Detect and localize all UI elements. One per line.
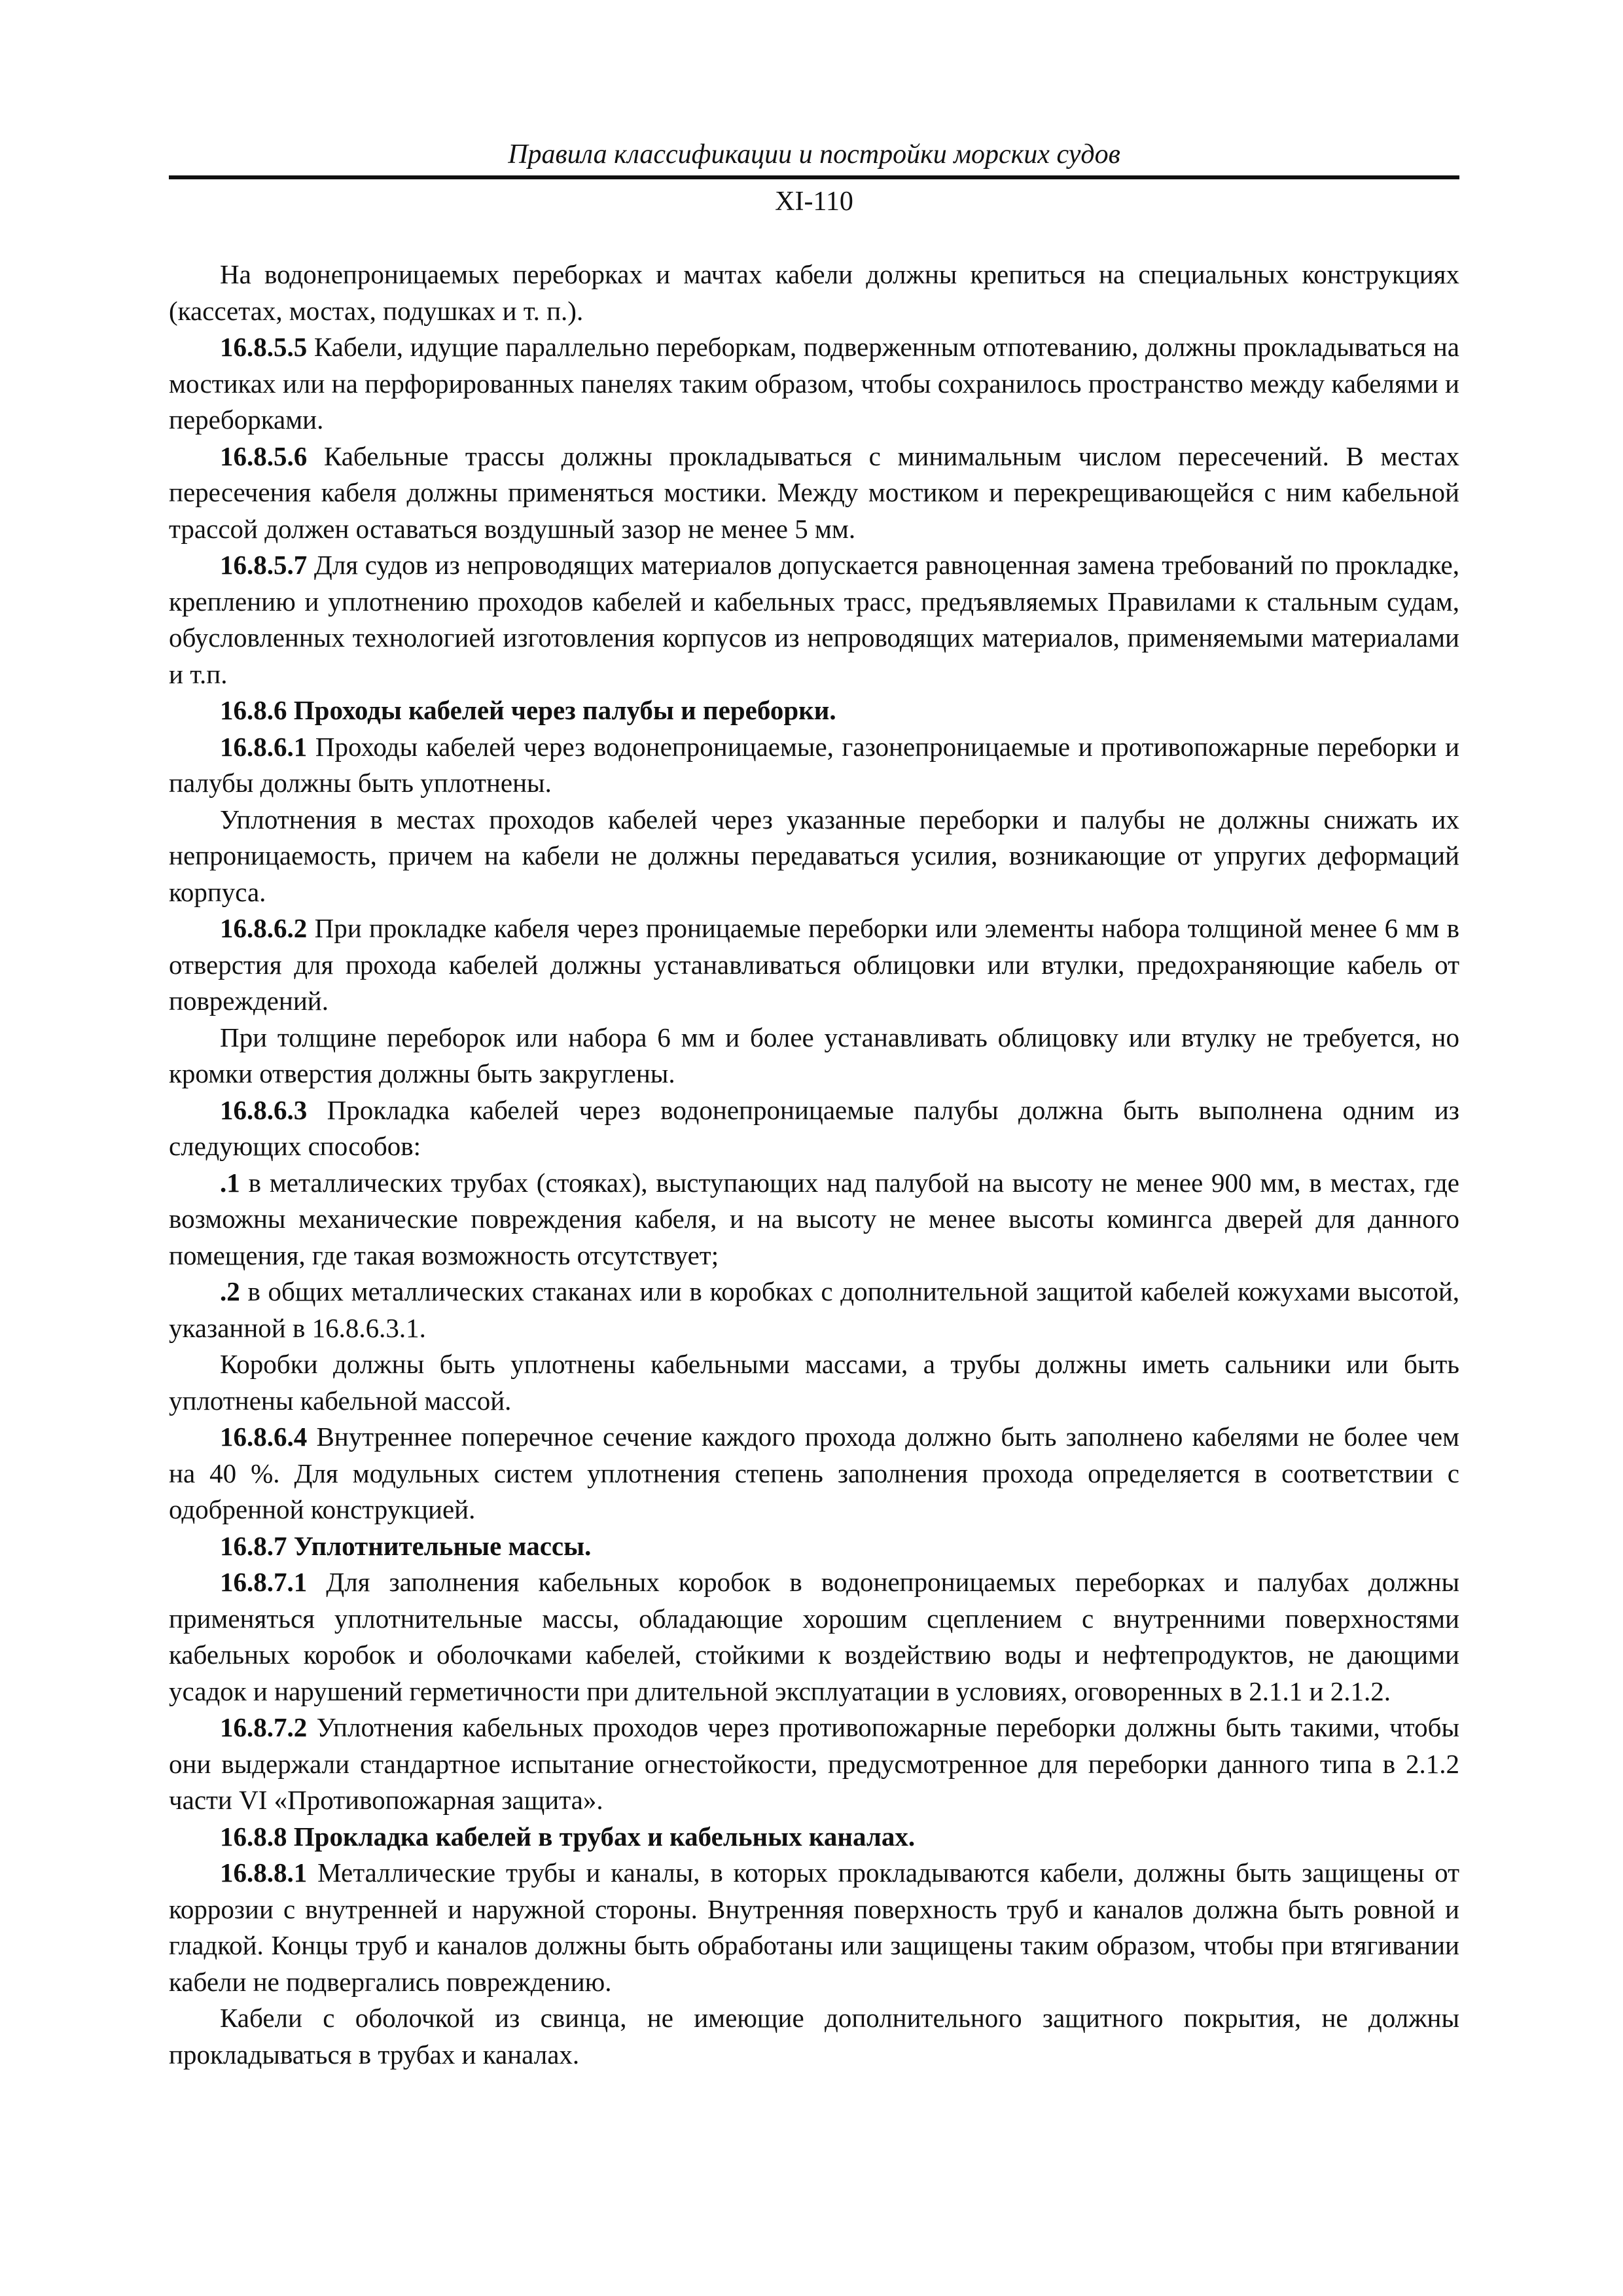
paragraph-text: На водонепроницаемых переборках и мачтах кабели должны крепиться на специальных конструкциях (кассетах, мостах, подушках и т. п.).: [169, 259, 1459, 326]
list-item: [169, 1165, 1459, 1274]
paragraph: [169, 1020, 1459, 1092]
section-heading: 16.8.6 Проходы кабелей через палубы и переборки.: [220, 695, 836, 725]
clause-number: 16.8.5.6: [220, 440, 308, 471]
paragraph: [169, 2000, 1459, 2073]
list-item: [169, 1274, 1459, 1346]
paragraph-text: Проходы кабелей через водонепроницаемые, газонепроницаемые и противопожарные переборки и палубы должны быть уплотнены.: [169, 731, 1460, 798]
paragraph-text: Прокладка кабелей через водонепроницаемые палубы должна быть выполнена одним из следующих способов:: [169, 1094, 1460, 1161]
paragraph: [169, 329, 1459, 439]
page-number: XI-110: [775, 187, 853, 217]
paragraph-text: Коробки должны быть уплотнены кабельными массами, а трубы должны иметь сальники или быть уплотнены кабельной массой.: [169, 1349, 1459, 1416]
paragraph-text: Для судов из непроводящих материалов допускается равноценная замена требований по прокладке, креплению и уплотнению проходов кабелей и кабельных трасс, предъявляемых Правилами к стальным судам, обусловленных технологией изготовления корпусов из непроводящих материалов, применяемыми материалами и т.п.: [169, 550, 1459, 689]
paragraph: [169, 1710, 1459, 1819]
list-item-number: .1: [220, 1167, 240, 1198]
clause-number: 16.8.6.4: [220, 1422, 308, 1452]
paragraph: [169, 910, 1459, 1020]
section-heading: 16.8.8 Прокладка кабелей в трубах и кабельных каналах.: [220, 1821, 916, 1852]
paragraph-text: Уплотнения кабельных проходов через противопожарные переборки должны быть такими, чтобы они выдержали стандартное испытание огнестойкости, предусмотренное для переборки данного типа в 2.1.2 части VI «Противопожарная защита».: [169, 1712, 1459, 1815]
clause-number: 16.8.8.1: [220, 1857, 308, 1888]
clause-number: 16.8.6.3: [220, 1094, 308, 1125]
paragraph-text: Внутреннее поперечное сечение каждого прохода должно быть заполнено кабелями не более чем на 40 %. Для модульных систем уплотнения степень заполнения прохода определяется в соответствии с одобренной конструкцией.: [169, 1422, 1459, 1524]
paragraph-text: Кабельные трассы должны прокладываться с минимальным числом пересечений. В местах пересечения кабеля должны применяться мостики. Между мостиком и перекрещивающейся с ним кабельной трассой должен оставаться воздушный зазор не менее 5 мм.: [169, 440, 1459, 544]
paragraph: [169, 547, 1459, 692]
clause-number: 16.8.7.1: [220, 1567, 308, 1597]
clause-number: 16.8.6.1: [220, 731, 308, 762]
clause-number: 16.8.7.2: [220, 1712, 308, 1742]
paragraph-text: Металлические трубы и каналы, в которых прокладываются кабели, должны быть защищены от коррозии с внутренней и наружной стороны. Внутренняя поверхность труб и каналов должна быть ровной и гладкой. Концы труб и каналов должны быть обработаны или защищены таким образом, чтобы при втягивании кабели не подвергались повреждению.: [169, 1857, 1459, 1997]
paragraph: [169, 1855, 1459, 2000]
clause-number: 16.8.5.7: [220, 550, 308, 580]
paragraph: [169, 1346, 1459, 1419]
document-body: [169, 257, 1459, 2073]
paragraph-text: Уплотнения в местах проходов кабелей через указанные переборки и палубы не должны снижать их непроницаемость, причем на кабели не должны передаваться усилия, возникающие от упругих деформаций корпуса.: [169, 804, 1459, 907]
paragraph-text: Кабели с оболочкой из свинца, не имеющие дополнительного защитного покрытия, не должны прокладываться в трубах и каналах.: [169, 2003, 1459, 2070]
paragraph: [169, 1419, 1459, 1528]
paragraph: [169, 802, 1459, 911]
clause-number: 16.8.6.2: [220, 913, 308, 943]
paragraph: [169, 1564, 1459, 1710]
list-item-number: .2: [220, 1276, 240, 1306]
paragraph-text: Для заполнения кабельных коробок в водонепроницаемых переборках и палубах должны применяться уплотнительные массы, обладающие хорошим сцеплением с внутренними поверхностями кабельных коробок и оболочками кабелей, стойкими к воздействию воды и нефтепродуктов, не дающими усадок и нарушений герметичности при длительной эксплуатации в условиях, оговоренных в 2.1.1 и 2.1.2.: [169, 1567, 1459, 1706]
running-header: Правила классификации и постройки морских судов: [508, 139, 1120, 170]
clause-number: 16.8.5.5: [220, 332, 308, 362]
paragraph-text: Кабели, идущие параллельно переборкам, подверженным отпотеванию, должны прокладываться на мостиках или на перфорированных панелях таким образом, чтобы сохранилось пространство между кабелями и переборками.: [169, 332, 1460, 435]
paragraph-text: в металлических трубах (стояках), выступающих над палубой на высоту не менее 900 мм, в местах, где возможны механические повреждения кабеля, и на высоту не менее высоты комингса дверей для данного помещения, где такая возможность отсутствует;: [169, 1167, 1460, 1270]
section-heading: 16.8.7 Уплотнительные массы.: [220, 1530, 592, 1561]
paragraph: [169, 729, 1459, 802]
paragraph-text: При прокладке кабеля через проницаемые переборки или элементы набора толщиной менее 6 мм в отверстия для прохода кабелей должны устанавливаться облицовки или втулки, предохраняющие кабель от повреждений.: [169, 913, 1459, 1016]
header-rule: [169, 175, 1459, 179]
paragraph-text: в общих металлических стаканах или в коробках с дополнительной защитой кабелей кожухами высотой, указанной в 16.8.6.3.1.: [169, 1276, 1460, 1343]
paragraph: [169, 439, 1459, 548]
paragraph: [169, 1092, 1459, 1165]
paragraph: [169, 257, 1459, 329]
paragraph-text: При толщине переборок или набора 6 мм и более устанавливать облицовку или втулку не требуется, но кромки отверстия должны быть закруглены.: [169, 1022, 1459, 1088]
